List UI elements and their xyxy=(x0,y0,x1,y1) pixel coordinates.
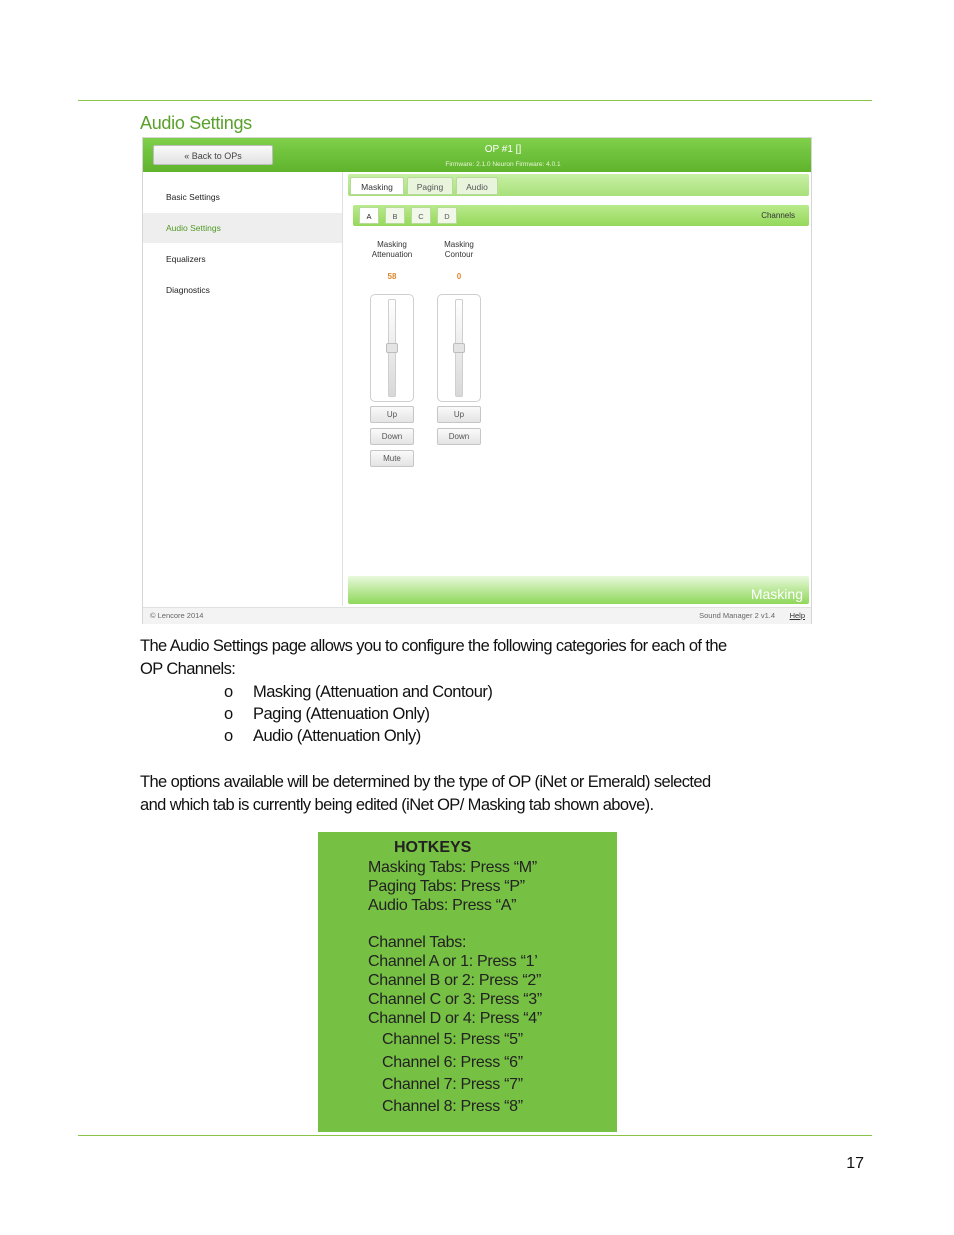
hotkey-line: Channel 6: Press “6” xyxy=(382,1054,523,1071)
hotkey-line: Channel 5: Press “5” xyxy=(382,1031,523,1048)
attenuation-mute-button[interactable]: Mute xyxy=(370,450,414,467)
list-item xyxy=(224,683,492,702)
bullet-text: Paging (Attenuation Only) xyxy=(253,705,430,723)
channel-tab-c[interactable]: C xyxy=(411,207,431,224)
hotkey-line: Masking Tabs: Press “M” xyxy=(368,859,537,876)
main-tab-bar xyxy=(348,174,809,196)
sidebar-item-equalizers[interactable]: Equalizers xyxy=(166,254,206,264)
hotkey-line: Channel 8: Press “8” xyxy=(382,1098,523,1115)
tab-masking[interactable]: Masking xyxy=(350,177,404,195)
contour-down-button[interactable]: Down xyxy=(437,428,481,445)
masking-banner-label: Masking xyxy=(750,586,803,602)
bullet-text: Audio (Attenuation Only) xyxy=(253,727,421,745)
hotkey-line: Channel A or 1: Press “1’ xyxy=(368,953,538,970)
back-to-ops-button[interactable]: « Back to OPs xyxy=(153,145,273,165)
masking-banner xyxy=(348,576,809,604)
attenuation-up-button[interactable]: Up xyxy=(370,406,414,423)
hotkey-line: Channel C or 3: Press “3” xyxy=(368,991,542,1008)
help-link[interactable]: Help xyxy=(789,611,805,620)
hotkey-line: Paging Tabs: Press “P” xyxy=(368,878,525,895)
intro-paragraph xyxy=(140,635,820,681)
sidebar-item-basic-settings[interactable]: Basic Settings xyxy=(166,192,220,202)
bullet-mark: o xyxy=(224,705,233,723)
masking-attenuation-label xyxy=(357,240,427,260)
masking-attenuation-slider[interactable] xyxy=(370,294,414,402)
sidebar-item-audio-settings[interactable]: Audio Settings xyxy=(143,213,342,243)
attenuation-down-button[interactable]: Down xyxy=(370,428,414,445)
options-line-2: and which tab is currently being edited (iNet OP/ Masking tab shown above). xyxy=(140,796,654,814)
bullet-mark: o xyxy=(224,727,233,745)
channel-tab-bar xyxy=(353,205,809,226)
masking-contour-slider[interactable] xyxy=(437,294,481,402)
section-title: Audio Settings xyxy=(140,113,252,133)
channel-tab-b[interactable]: B xyxy=(385,207,405,224)
masking-attenuation-value: 58 xyxy=(387,272,397,281)
sidebar-item-diagnostics[interactable]: Diagnostics xyxy=(166,285,210,295)
hotkeys-box xyxy=(318,832,617,1132)
control-label-line2: Contour xyxy=(444,250,474,259)
app-header xyxy=(143,138,811,172)
top-rule xyxy=(78,100,872,101)
app-footer xyxy=(143,607,811,624)
list-item xyxy=(224,727,421,746)
op-title: OP #1 [] xyxy=(484,144,522,155)
hotkey-line: Channel Tabs: xyxy=(368,934,467,951)
control-label-line1: Masking xyxy=(377,240,407,249)
bottom-rule xyxy=(78,1135,872,1136)
hotkeys-title: HOTKEYS xyxy=(394,839,472,856)
hotkey-line: Channel B or 2: Press “2” xyxy=(368,972,542,989)
app-screenshot xyxy=(142,137,812,624)
page-number: 17 xyxy=(846,1155,864,1172)
hotkey-line: Channel D or 4: Press “4” xyxy=(368,1010,542,1027)
options-paragraph xyxy=(140,771,820,817)
bullet-text: Masking (Attenuation and Contour) xyxy=(253,683,493,701)
channel-tab-a[interactable]: A xyxy=(359,207,379,224)
tab-audio[interactable]: Audio xyxy=(456,177,498,195)
sidebar xyxy=(143,172,343,606)
masking-contour-label xyxy=(424,240,494,260)
firmware-info: Firmware: 2.1.0 Neuron Firmware: 4.0.1 xyxy=(445,161,561,168)
hotkey-line: Channel 7: Press “7” xyxy=(382,1076,523,1093)
control-label-line1: Masking xyxy=(444,240,474,249)
hotkey-line: Audio Tabs: Press “A” xyxy=(368,897,517,914)
bullet-mark: o xyxy=(224,683,233,701)
intro-line-1: The Audio Settings page allows you to configure the following categories for each of the xyxy=(140,637,727,655)
channel-tab-d[interactable]: D xyxy=(437,207,457,224)
footer-copyright: © Lencore 2014 xyxy=(150,611,204,620)
list-item xyxy=(224,705,429,724)
intro-line-2: OP Channels: xyxy=(140,660,236,678)
footer-version: Sound Manager 2 v1.4 xyxy=(699,611,775,620)
control-label-line2: Attenuation xyxy=(371,250,413,259)
masking-contour-value: 0 xyxy=(456,272,462,281)
contour-up-button[interactable]: Up xyxy=(437,406,481,423)
slider-thumb[interactable] xyxy=(453,343,465,353)
options-line-1: The options available will be determined by the type of OP (iNet or Emerald) selected xyxy=(140,773,711,791)
tab-paging[interactable]: Paging xyxy=(407,177,453,195)
slider-thumb[interactable] xyxy=(386,343,398,353)
channels-label: Channels xyxy=(761,211,795,220)
